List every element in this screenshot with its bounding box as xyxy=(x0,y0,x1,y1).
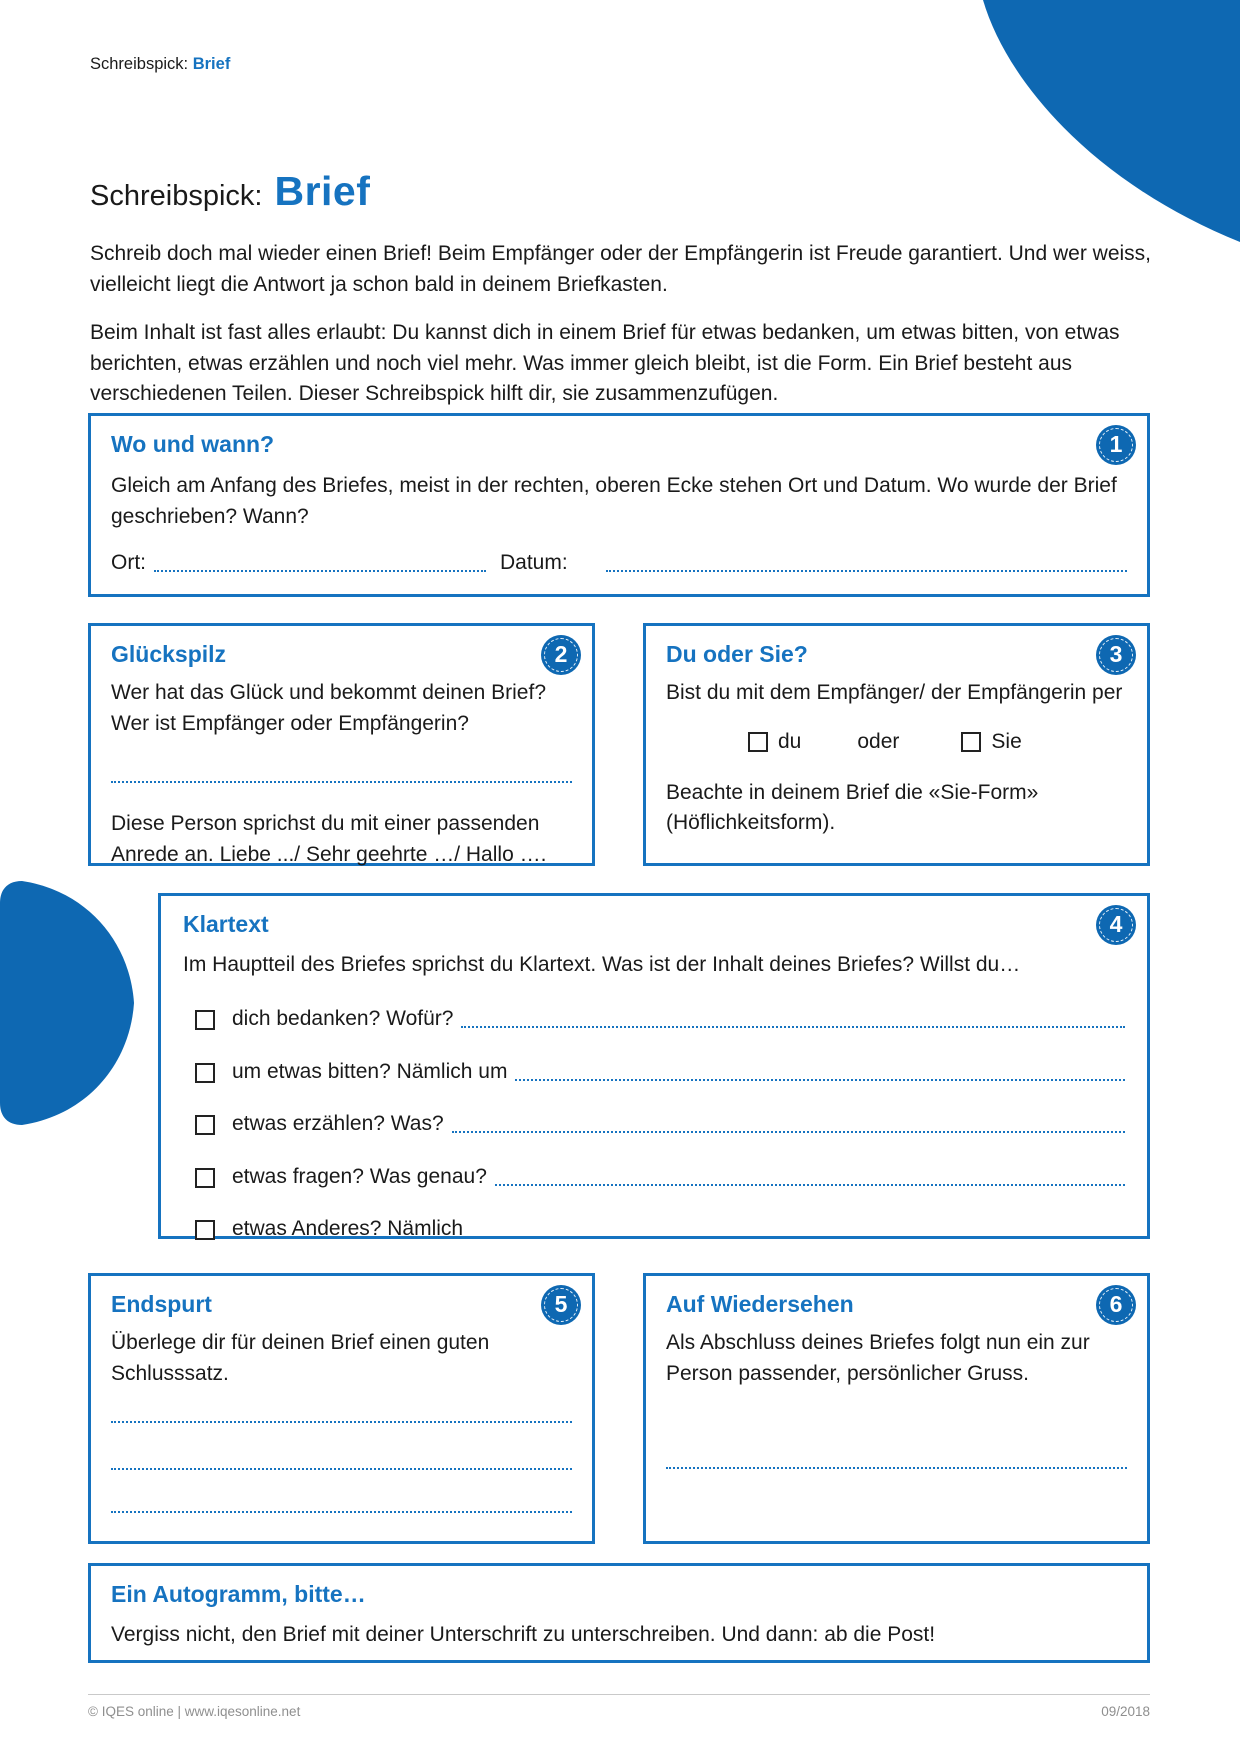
klartext-item xyxy=(183,1214,1125,1243)
sie-checkbox[interactable] xyxy=(961,732,981,752)
datum-label: Datum: xyxy=(500,551,568,574)
endspurt-answer-line-1[interactable] xyxy=(111,1421,572,1423)
box-autogramm-body: Vergiss nicht, den Brief mit deiner Unterschrift zu unterschreiben. Und dann: ab die Post! xyxy=(111,1623,936,1646)
klartext-answer-line-4[interactable] xyxy=(495,1184,1125,1186)
badge-2-icon: 2 xyxy=(541,635,581,675)
klartext-answer-line-5[interactable] xyxy=(471,1236,1125,1238)
box-du-oder-sie-title: Du oder Sie? xyxy=(666,641,808,667)
box-glueckspilz-question: Wer hat das Glück und bekommt deinen Brief? Wer ist Empfänger oder Empfängerin? xyxy=(111,681,547,735)
box-endspurt-body: Überlege dir für deinen Brief einen guten Schlusssatz. xyxy=(111,1331,490,1385)
running-header-highlight: Brief xyxy=(192,55,231,73)
intro-paragraph-1: Schreib doch mal wieder einen Brief! Beim Empfänger oder der Empfängerin ist Freude garantiert. Und wer weiss, vielleicht liegt die Antwort ja schon bald in deinem Briefkasten. xyxy=(90,242,1152,296)
box-klartext-intro: Im Hauptteil des Briefes sprichst du Klartext. Was ist der Inhalt deines Briefes? Willst du… xyxy=(183,953,1021,976)
running-header-prefix: Schreibspick: xyxy=(90,55,189,73)
klartext-checkbox-2[interactable] xyxy=(195,1063,215,1083)
klartext-checkbox-4[interactable] xyxy=(195,1168,215,1188)
box-autogramm-title: Ein Autogramm, bitte… xyxy=(111,1581,366,1607)
endspurt-answer-line-2[interactable] xyxy=(111,1468,572,1470)
intro-paragraph-2: Beim Inhalt ist fast alles erlaubt: Du kannst dich in einem Brief für etwas bedanken, um etwas bitten, von etwas berichten, etwas erzählen und noch viel mehr. Was immer gleich bleibt, ist die Form. Ein Brief besteht aus verschiedenen Teilen. Dieser Schreibspick hilft dir, sie zusammenzufügen. xyxy=(90,321,1120,405)
ort-datum-row xyxy=(111,549,1127,577)
klartext-item-label: etwas Anderes? Nämlich xyxy=(232,1217,464,1240)
page-title-prefix: Schreibspick: xyxy=(90,180,263,212)
datum-answer-line[interactable] xyxy=(606,570,1127,572)
corner-blob-decoration xyxy=(983,0,1240,242)
sie-option-label: Sie xyxy=(991,729,1022,753)
page-footer xyxy=(88,1694,1150,1719)
box-auf-wiedersehen-title: Auf Wiedersehen xyxy=(666,1291,854,1317)
box-klartext-title: Klartext xyxy=(183,911,269,937)
box-du-oder-sie xyxy=(643,623,1150,866)
du-option-label: du xyxy=(778,729,802,753)
auf-wiedersehen-answer-line[interactable] xyxy=(666,1467,1127,1469)
klartext-item-label: um etwas bitten? Nämlich um xyxy=(232,1059,508,1083)
glueckspilz-answer-line[interactable] xyxy=(111,781,572,783)
klartext-checkbox-3[interactable] xyxy=(195,1115,215,1135)
badge-6-icon: 6 xyxy=(1096,1285,1136,1325)
ort-label: Ort: xyxy=(111,551,146,574)
box-wo-und-wann-body: Gleich am Anfang des Briefes, meist in der rechten, oberen Ecke stehen Ort und Datum. Wo wurde der Brief geschrieben? Wann? xyxy=(111,474,1117,528)
box-du-oder-sie-question: Bist du mit dem Empfänger/ der Empfängerin per xyxy=(666,681,1123,704)
badge-3-icon: 3 xyxy=(1096,635,1136,675)
box-auf-wiedersehen xyxy=(643,1273,1150,1544)
box-klartext xyxy=(158,893,1150,1239)
box-auf-wiedersehen-body: Als Abschluss deines Briefes folgt nun ein zur Person passender, persönlicher Gruss. xyxy=(666,1331,1090,1385)
badge-5-icon: 5 xyxy=(541,1285,581,1325)
klartext-item-label: etwas erzählen? Was? xyxy=(232,1112,444,1135)
box-autogramm xyxy=(88,1563,1150,1663)
klartext-item-label: dich bedanken? Wofür? xyxy=(232,1007,454,1030)
klartext-answer-line-3[interactable] xyxy=(452,1131,1125,1133)
endspurt-answer-line-3[interactable] xyxy=(111,1511,572,1513)
box-glueckspilz-title: Glückspilz xyxy=(111,641,227,667)
klartext-item-label: etwas fragen? Was genau? xyxy=(232,1164,487,1188)
page-title xyxy=(90,168,370,215)
du-checkbox[interactable] xyxy=(748,732,768,752)
klartext-answer-line-2[interactable] xyxy=(515,1079,1125,1081)
ort-answer-line[interactable] xyxy=(154,570,486,572)
page-title-highlight: Brief xyxy=(274,168,371,214)
klartext-item xyxy=(183,1109,1125,1138)
footer-date: 09/2018 xyxy=(1101,1704,1150,1719)
klartext-answer-line-1[interactable] xyxy=(461,1026,1125,1028)
box-endspurt xyxy=(88,1273,595,1544)
footer-copyright: © IQES online | www.iqesonline.net xyxy=(88,1704,301,1719)
box-glueckspilz xyxy=(88,623,595,866)
klartext-item xyxy=(183,1057,1125,1086)
box-wo-und-wann xyxy=(88,413,1150,597)
running-header xyxy=(90,55,230,74)
left-blob-decoration xyxy=(0,881,136,1125)
badge-4-icon: 4 xyxy=(1096,905,1136,945)
klartext-item xyxy=(183,1004,1125,1033)
box-endspurt-title: Endspurt xyxy=(111,1291,212,1317)
box-du-oder-sie-note: Beachte in deinem Brief die «Sie-Form» (Höflichkeitsform). xyxy=(666,780,1039,834)
oder-connector-label: oder xyxy=(857,729,900,753)
klartext-checkbox-5[interactable] xyxy=(195,1220,215,1240)
du-sie-options-row xyxy=(666,730,1127,754)
klartext-checkbox-1[interactable] xyxy=(195,1010,215,1030)
box-wo-und-wann-title: Wo und wann? xyxy=(111,431,275,457)
box-glueckspilz-note: Diese Person sprichst du mit einer passenden Anrede an. Liebe .../ Sehr geehrte …/ Hallo …. xyxy=(111,812,547,866)
badge-1-icon: 1 xyxy=(1096,425,1136,465)
klartext-item xyxy=(183,1162,1125,1191)
